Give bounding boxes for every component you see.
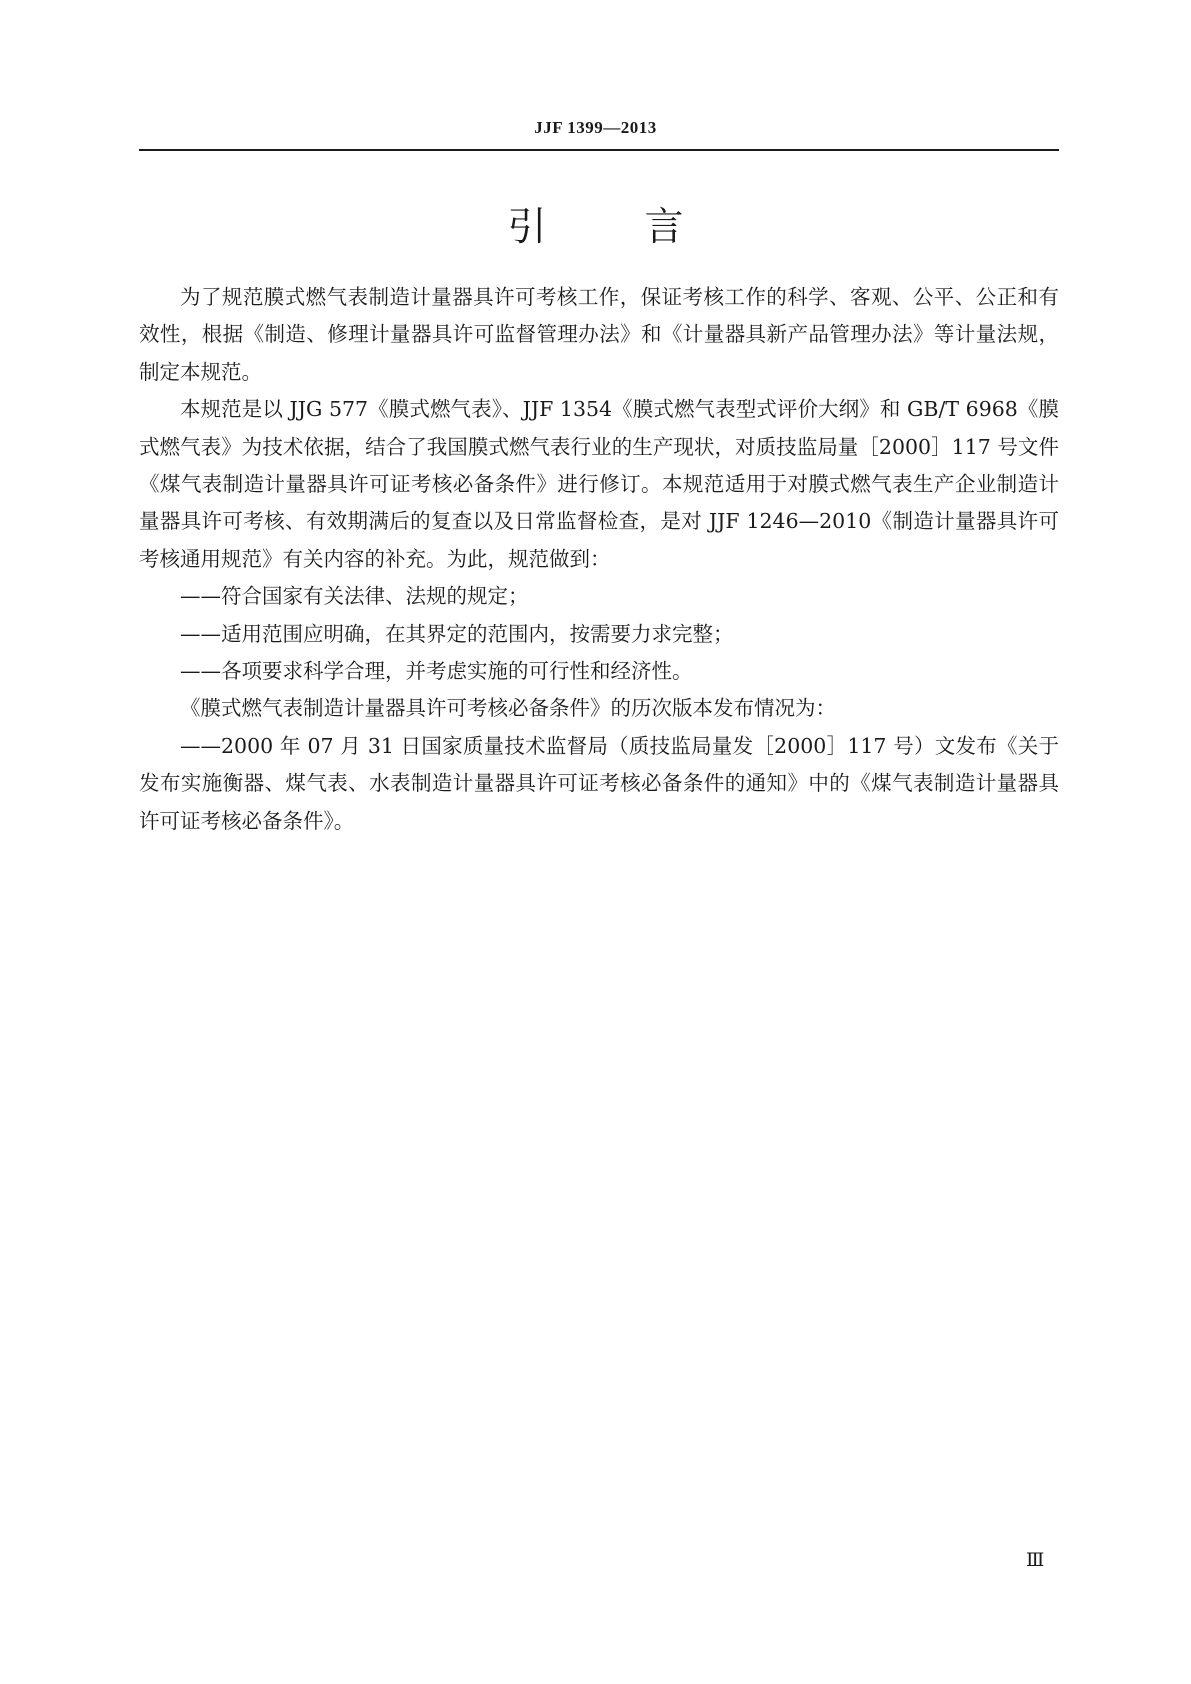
paragraph-basis: 本规范是以 JJG 577《膜式燃气表》、JJF 1354《膜式燃气表型式评价大纲》和 GB/T 6968《膜式燃气表》为技术依据，结合了我国膜式燃气表行业的生产现状，对质技监局量［2000］117 号文件《煤气表制造计量器具许可证考核必备条件》进行修订。本规范适用于对膜式燃气表生产企业制造计量器具许可考核、有效期满后的复查以及日常监督检查，是对 JJF 1246—2010《制造计量器具许可考核通用规范》有关内容的补充。为此，规范做到： xyxy=(139,397,1059,571)
document-code-header: JJF 1399—2013 xyxy=(534,118,657,137)
list-item-history: ——2000 年 07 月 31 日国家质量技术监督局（质技监局量发［2000］117 号）文发布《关于发布实施衡器、煤气表、水表制造计量器具许可证考核必备条件的通知》中的《煤气表制造计量器具许可证考核必备条件》。 xyxy=(139,733,1059,833)
page-title: 引言 xyxy=(507,205,782,250)
list-item-scope: ——适用范围应明确，在其界定的范围内，按需要力求完整； xyxy=(180,621,734,646)
paragraph-history-intro: 《膜式燃气表制造计量器具许可考核必备条件》的历次版本发布情况为： xyxy=(180,696,836,721)
paragraph-purpose: 为了规范膜式燃气表制造计量器具许可考核工作，保证考核工作的科学、客观、公平、公正和有效性，根据《制造、修理计量器具许可监督管理办法》和《计量器具新产品管理办法》等计量法规，制定本规范。 xyxy=(139,285,1059,384)
page-number: Ⅲ xyxy=(1026,1550,1045,1571)
body-text xyxy=(139,279,1059,840)
list-item-law: ——符合国家有关法律、法规的规定； xyxy=(180,584,529,609)
header-divider xyxy=(139,149,1059,151)
list-item-feasibility: ——各项要求科学合理，并考虑实施的可行性和经济性。 xyxy=(180,659,693,684)
